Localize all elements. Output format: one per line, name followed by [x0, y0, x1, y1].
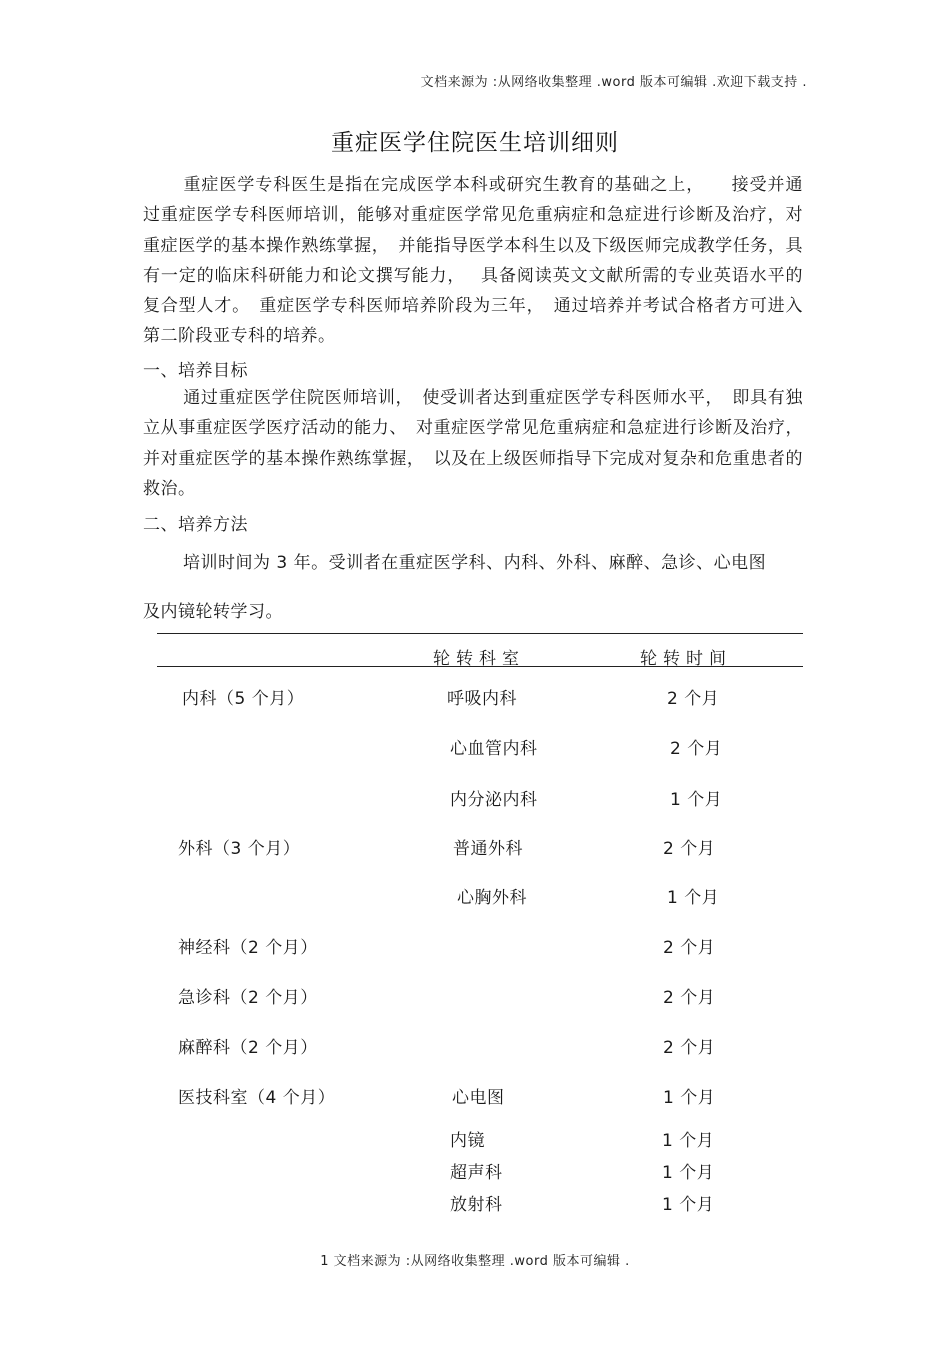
footer-note: 1 文档来源为 :从网络收集整理 .word 版本可编辑 . [320, 1254, 630, 1269]
intro-paragraph [143, 170, 803, 352]
row-sub: 心电图 [452, 1088, 505, 1108]
section2-text-line2: 及内镜轮转学习。 [143, 602, 283, 622]
row-time: 1 个月 [667, 888, 720, 908]
row-dept: 神经科（2 个月） [178, 938, 318, 958]
intro-text: 重症医学专科医生是指在完成医学本科或研究生教育的基础之上， 接受并通过重症医学专科医师培训，能够对重症医学常见危重病症和急症进行诊断及治疗，对重症医学的基本操作熟练掌握， 并能指导医学本科生以及下级医师完成教学任务，具有一定的临床科研能力和论文撰写能力， 具备阅读英文文献所需的专业英语水平的复合型人才。 重症医学专科医师培养阶段为三年， 通过培养并考试合格者方可进入第二阶段亚专科的培养。 [143, 175, 803, 347]
row-sub: 普通外科 [453, 839, 523, 859]
section1-heading: 一、培养目标 [143, 361, 248, 381]
row-dept: 外科（3 个月） [178, 839, 301, 859]
row-time: 2 个月 [663, 1038, 716, 1058]
table-top-rule [157, 633, 803, 634]
row-dept: 麻醉科（2 个月） [178, 1038, 318, 1058]
row-dept: 医技科室（4 个月） [178, 1088, 336, 1108]
row-sub: 心胸外科 [457, 888, 527, 908]
page-title: 重症医学住院医生培训细则 [331, 130, 619, 156]
row-time: 2 个月 [667, 689, 720, 709]
row-time: 1 个月 [670, 790, 723, 810]
row-sub: 内分泌内科 [450, 790, 538, 810]
table-header-dept: 轮转科室 [433, 649, 525, 669]
row-sub: 心血管内科 [450, 739, 538, 759]
section2-heading: 二、培养方法 [143, 515, 248, 535]
row-time: 1 个月 [662, 1195, 715, 1215]
row-sub: 放射科 [450, 1195, 503, 1215]
row-dept: 急诊科（2 个月） [178, 988, 318, 1008]
row-time: 2 个月 [663, 988, 716, 1008]
table-header-rule [157, 666, 803, 667]
section2-text-line1: 培训时间为 3 年。受训者在重症医学科、内科、外科、麻醉、急诊、心电图 [183, 553, 767, 573]
section1-text: 通过重症医学住院医师培训， 使受训者达到重症医学专科医师水平， 即具有独立从事重症医学医疗活动的能力、 对重症医学常见危重病症和急症进行诊断及治疗，并对重症医学的基本操作熟练掌握， 以及在上级医师指导下完成对复杂和危重患者的救治。 [143, 388, 803, 499]
table-header-time: 轮转时间 [640, 649, 732, 669]
row-time: 2 个月 [670, 739, 723, 759]
section1-paragraph [143, 383, 803, 504]
row-time: 1 个月 [662, 1163, 715, 1183]
row-time: 1 个月 [662, 1131, 715, 1151]
row-sub: 呼吸内科 [447, 689, 517, 709]
row-sub: 内镜 [450, 1131, 485, 1151]
row-time: 2 个月 [663, 839, 716, 859]
row-time: 1 个月 [663, 1088, 716, 1108]
row-sub: 超声科 [450, 1163, 503, 1183]
row-time: 2 个月 [663, 938, 716, 958]
header-note: 文档来源为 :从网络收集整理 .word 版本可编辑 .欢迎下载支持 . [420, 75, 807, 90]
row-dept: 内科（5 个月） [182, 689, 305, 709]
